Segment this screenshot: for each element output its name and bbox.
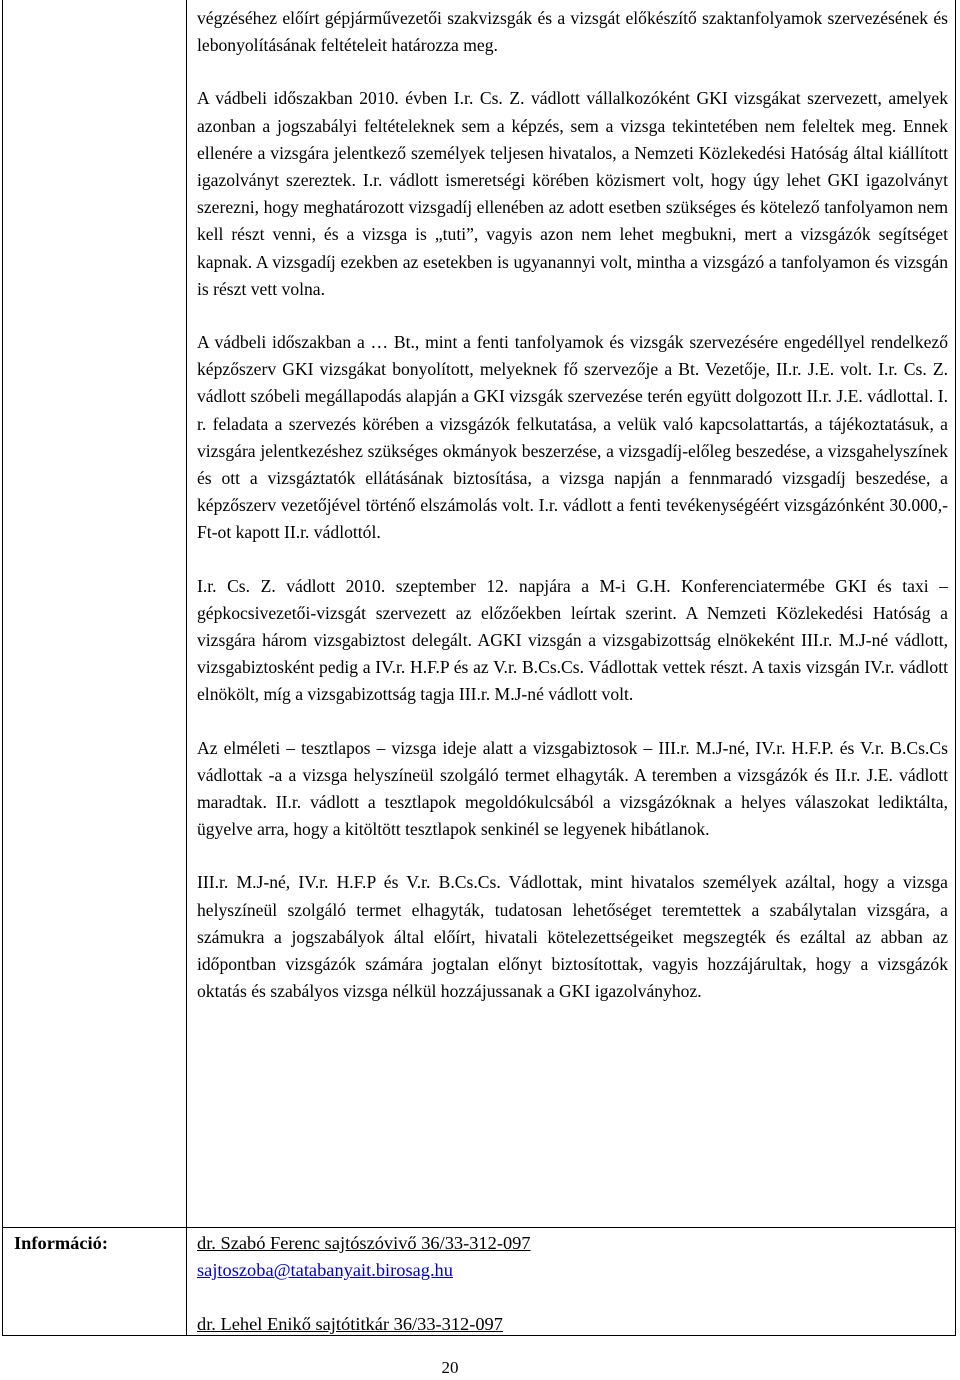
paragraph-1: végzéséhez előírt gépjárművezetői szakvizsgák és a vizsgát előkészítő szaktanfolyamok szervezésének és lebonyolításának feltételeit határozza meg. — [197, 8, 948, 56]
press-email-link[interactable]: sajtoszoba@tatabanyait.birosag.hu — [197, 1260, 453, 1280]
info-label: Információ: — [14, 1233, 108, 1253]
paragraph-6: III.r. M.J-né, IV.r. H.F.P és V.r. B.Cs.Cs. Vádlottak, mint hivatalos személyek azáltal, hogy a vizsga helyszíneül szolgáló termet elhagyták, tudatosan lehetőséget teremtettek a szabálytalan vizsgára, a számukra a jogszabályok által előírt, hivatali kötelezettségeiket megszegték és ezáltal az abban az időpontban vizsgázók számára jogtalan előnyt biztosítottak, vagyis hozzájárultak, hogy a vizsgázók oktatás és szabályos vizsga nélkül hozzájussanak a GKI igazolványhoz. — [197, 872, 948, 1002]
page-number: 20 — [441, 1358, 459, 1377]
column-divider — [186, 0, 187, 1335]
info-contacts — [197, 1230, 948, 1338]
paragraph-4: I.r. Cs. Z. vádlott 2010. szeptember 12. napjára a M-i G.H. Konferenciatermébe GKI és taxi – gépkocsivezetői-vizsgát szervezett az előzőekben leírtak szerint. A Nemzeti Közlekedési Hatóság a vizsgára három vizsgabiztost delegált. AGKI vizsgán a vizsgabizottság elnökeként III.r. M.J-né vádlott, vizsgabiztosként pedig a IV.r. H.F.P és az V.r. B.Cs.Cs. Vádlottak vettek részt. A taxis vizsgán IV.r. vádlott elnökölt, míg a vizsgabizottság tagja III.r. M.J-né vádlott volt. — [197, 575, 948, 705]
document-body — [197, 5, 948, 1006]
paragraph-2: A vádbeli időszakban 2010. évben I.r. Cs. Z. vádlott vállalkozóként GKI vizsgákat szervezett, amelyek azonban a jogszabályi feltételeknek sem a képzés, sem a vizsga tekintetében nem feleltek meg. Ennek ellenére a vizsgára jelentkező személyek teljesen hivatalos, a Nemzeti Közlekedési Hatóság által kiállított igazolványt szereztek. I.r. vádlott ismeretségi körében közismert volt, hogy úgy lehet GKI igazolványt szerezni, hogy meghatározott vizsgadíj ellenében az adott esetben szükséges és kötelező tanfolyamon nem kell részt venni, és a vizsga is „tuti”, vagyis azon nem lehet megbukni, mert a vizsgázók segítséget kapnak. A vizsgadíj ezekben az esetekben is ugyanannyi volt, mintha a vizsgázó a tanfolyamon és vizsgán is részt vett volna. — [197, 88, 948, 299]
paragraph-3: A vádbeli időszakban a … Bt., mint a fenti tanfolyamok és vizsgák szervezésére engedéllyel rendelkező képzőszerv GKI vizsgákat bonyolított, melyeknek fő szervezője a Bt. Vezetője, II.r. J.E. volt. I.r. Cs. Z. vádlott szóbeli megállapodás alapján a GKI vizsgák szervezése terén együtt dolgozott II.r. J.E. vádlottal. I. r. feladata a szervezés körében a vizsgázók felkutatása, a velük való kapcsolattartás, a tájékoztatásuk, a vizsgára jelentkezéshez szükséges okmányok beszerzése, a vizsgadíj-előleg beszedése, a vizsgahelyszínek és ott a vizsgáztatók ellátásának biztosítása, a vizsga napján a fennmaradó vizsgadíj beszedése, a képzőszerv vezetőjével történő elszámolás volt. I.r. vádlott a fenti tevékenységéért vizsgázónként 30.000,- Ft-ot kapott II.r. vádlottól. — [197, 332, 948, 543]
row-divider — [3, 1227, 955, 1228]
info-spacer — [197, 1284, 948, 1311]
paragraph-5: Az elméleti – tesztlapos – vizsga ideje alatt a vizsgabiztosok – III.r. M.J-né, IV.r. H.F.P. és V.r. B.Cs.Cs vádlottak -a a vizsga helyszíneül szolgáló termet elhagyták. A teremben a vizsgázók és II.r. J.E. vádlott maradtak. II.r. vádlott a tesztlapok megoldókulcsából a vizsgázóknak a helyes válaszokat lediktálta, ügyelve arra, hogy a kitöltött tesztlapok senkinél se legyenek hibátlanok. — [197, 737, 948, 840]
press-spokesperson-contact: dr. Szabó Ferenc sajtószóvivő 36/33-312-097 — [197, 1233, 531, 1253]
press-secretary-contact: dr. Lehel Enikő sajtótitkár 36/33-312-097 — [197, 1314, 503, 1334]
